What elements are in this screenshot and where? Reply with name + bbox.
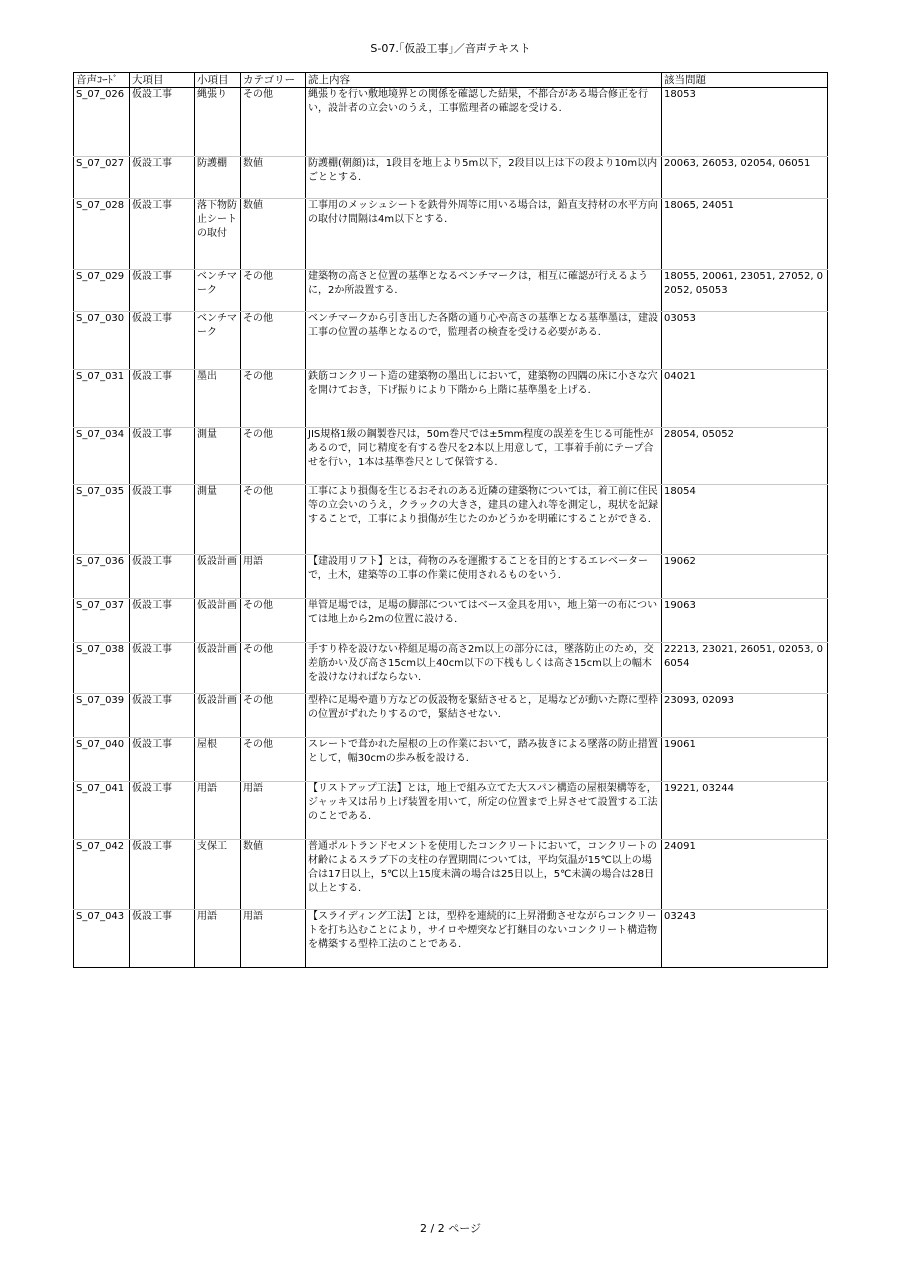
category: その他 [241, 312, 306, 370]
related-questions: 28054, 05052 [662, 428, 828, 485]
minor-item: 落下物防止シートの取付 [195, 199, 241, 270]
category: その他 [241, 643, 306, 694]
category: 数値 [241, 199, 306, 270]
major-item: 仮設工事 [130, 370, 195, 428]
category: その他 [241, 88, 306, 157]
voice-code: S_07_034 [74, 428, 130, 485]
header-voice-code: 音声ｺｰﾄﾞ [74, 73, 130, 88]
table-row [74, 370, 828, 428]
table-header-row [74, 73, 828, 88]
table-row [74, 428, 828, 485]
category: その他 [241, 599, 306, 643]
major-item: 仮設工事 [130, 199, 195, 270]
read-content: 縄張りを行い敷地境界との関係を確認した結果，不都合がある場合修正を行い，設計者の立会いのうえ，工事監理者の確認を受ける． [306, 88, 662, 157]
related-questions: 04021 [662, 370, 828, 428]
page-title: S-07.｢仮設工事｣／音声テキスト [370, 42, 531, 55]
major-item: 仮設工事 [130, 428, 195, 485]
read-content: 【建設用リフト】とは，荷物のみを運搬することを目的とするエレベーターで，土木，建築等の工事の作業に使用されるものをいう． [306, 555, 662, 599]
read-content: 鉄筋コンクリート造の建築物の墨出しにおいて，建築物の四隅の床に小さな穴を開けておき，下げ振りにより下階から上階に基準墨を上げる． [306, 370, 662, 428]
table-row [74, 643, 828, 694]
major-item: 仮設工事 [130, 270, 195, 312]
voice-code: S_07_037 [74, 599, 130, 643]
major-item: 仮設工事 [130, 694, 195, 738]
table-row [74, 555, 828, 599]
voice-code: S_07_035 [74, 485, 130, 555]
major-item: 仮設工事 [130, 599, 195, 643]
voice-code: S_07_027 [74, 157, 130, 199]
read-content: 単管足場では，足場の脚部についてはベース金具を用い，地上第一の布については地上から2mの位置に設ける． [306, 599, 662, 643]
header-minor-item: 小項目 [195, 73, 241, 88]
voice-code: S_07_029 [74, 270, 130, 312]
voice-code: S_07_043 [74, 910, 130, 968]
major-item: 仮設工事 [130, 485, 195, 555]
voice-code: S_07_039 [74, 694, 130, 738]
voice-code: S_07_028 [74, 199, 130, 270]
category: 用語 [241, 910, 306, 968]
header-major-item: 大項目 [130, 73, 195, 88]
category: その他 [241, 370, 306, 428]
related-questions: 20063, 26053, 02054, 06051 [662, 157, 828, 199]
voice-code: S_07_041 [74, 782, 130, 840]
voice-code: S_07_031 [74, 370, 130, 428]
read-content: 普通ポルトランドセメントを使用したコンクリートにおいて，コンクリートの材齢によるスラブ下の支柱の存置期間については，平均気温が15℃以上の場合は17日以上，5℃以上15度未満の場合は25日以上，5℃未満の場合は28日以上とする． [306, 840, 662, 910]
category: その他 [241, 694, 306, 738]
major-item: 仮設工事 [130, 157, 195, 199]
minor-item: ベンチマーク [195, 270, 241, 312]
table-row [74, 738, 828, 782]
table-row [74, 270, 828, 312]
table-row [74, 782, 828, 840]
related-questions: 03053 [662, 312, 828, 370]
voice-code: S_07_026 [74, 88, 130, 157]
minor-item: 用語 [195, 782, 241, 840]
category: 数値 [241, 157, 306, 199]
related-questions: 23093, 02093 [662, 694, 828, 738]
major-item: 仮設工事 [130, 910, 195, 968]
voice-code: S_07_038 [74, 643, 130, 694]
table-row [74, 312, 828, 370]
read-content: 【リストアップ工法】とは，地上で組み立てた大スパン構造の屋根架構等を，ジャッキ又は吊り上げ装置を用いて，所定の位置まで上昇させて設置する工法のことである． [306, 782, 662, 840]
related-questions: 19063 [662, 599, 828, 643]
read-content: スレートで葺かれた屋根の上の作業において，踏み抜きによる墜落の防止措置として，幅30cmの歩み板を設ける． [306, 738, 662, 782]
related-questions: 03243 [662, 910, 828, 968]
minor-item: 仮設計画 [195, 555, 241, 599]
read-content: JIS規格1級の鋼製巻尺は，50m巻尺では±5mm程度の誤差を生じる可能性があるので，同じ精度を有する巻尺を2本以上用意して，工事着手前にテープ合せを行い，1本は基準巻尺として保管する． [306, 428, 662, 485]
minor-item: 用語 [195, 910, 241, 968]
category: その他 [241, 428, 306, 485]
read-content: 手すり枠を設けない枠組足場の高さ2m以上の部分には，墜落防止のため，交差筋かい及び高さ15cm以上40cm以下の下桟もしくは高さ15cm以上の幅木を設けなければならない． [306, 643, 662, 694]
minor-item: 屋根 [195, 738, 241, 782]
related-questions: 24091 [662, 840, 828, 910]
table-row [74, 840, 828, 910]
minor-item: 縄張り [195, 88, 241, 157]
table-row [74, 910, 828, 968]
voice-code: S_07_042 [74, 840, 130, 910]
table-row [74, 88, 828, 157]
category: 数値 [241, 840, 306, 910]
minor-item: 仮設計画 [195, 643, 241, 694]
page-number: 2 / 2 ページ [420, 1222, 481, 1235]
table-row [74, 157, 828, 199]
related-questions: 18065, 24051 [662, 199, 828, 270]
read-content: 建築物の高さと位置の基準となるベンチマークは，相互に確認が行えるように，2か所設置する． [306, 270, 662, 312]
minor-item: 測量 [195, 428, 241, 485]
major-item: 仮設工事 [130, 738, 195, 782]
major-item: 仮設工事 [130, 840, 195, 910]
minor-item: ベンチマーク [195, 312, 241, 370]
table-row [74, 485, 828, 555]
related-questions: 19221, 03244 [662, 782, 828, 840]
related-questions: 18053 [662, 88, 828, 157]
category: 用語 [241, 555, 306, 599]
major-item: 仮設工事 [130, 555, 195, 599]
major-item: 仮設工事 [130, 643, 195, 694]
voice-code: S_07_036 [74, 555, 130, 599]
header-related-questions: 該当問題 [662, 73, 828, 88]
related-questions: 19062 [662, 555, 828, 599]
minor-item: 支保工 [195, 840, 241, 910]
read-content: 【スライディング工法】とは，型枠を連続的に上昇滑動させながらコンクリートを打ち込むことにより，サイロや煙突など打継目のないコンクリート構造物を構築する型枠工法のことである． [306, 910, 662, 968]
read-content: 工事用のメッシュシートを鉄骨外周等に用いる場合は，鉛直支持材の水平方向の取付け間隔は4m以下とする． [306, 199, 662, 270]
voice-text-table [73, 72, 828, 968]
voice-code: S_07_040 [74, 738, 130, 782]
header-read-content: 読上内容 [306, 73, 662, 88]
related-questions: 22213, 23021, 26051, 02053, 06054 [662, 643, 828, 694]
major-item: 仮設工事 [130, 88, 195, 157]
read-content: 型枠に足場や遣り方などの仮設物を緊結させると，足場などが動いた際に型枠の位置がずれたりするので，緊結させない． [306, 694, 662, 738]
voice-code: S_07_030 [74, 312, 130, 370]
major-item: 仮設工事 [130, 312, 195, 370]
category: その他 [241, 485, 306, 555]
read-content: 防護棚(朝顔)は，1段目を地上より5m以下，2段目以上は下の段より10m以内ごととする． [306, 157, 662, 199]
table-row [74, 694, 828, 738]
read-content: ベンチマークから引き出した各階の通り心や高さの基準となる基準墨は，建設工事の位置の基準となるので，監理者の検査を受ける必要がある． [306, 312, 662, 370]
minor-item: 墨出 [195, 370, 241, 428]
read-content: 工事により損傷を生じるおそれのある近隣の建築物については，着工前に住民等の立会いのうえ，クラックの大きさ，建具の建入れ等を測定し，現状を記録することで，工事により損傷が生じたのかどうかを明確にすることができる． [306, 485, 662, 555]
related-questions: 18055, 20061, 23051, 27052, 02052, 05053 [662, 270, 828, 312]
minor-item: 仮設計画 [195, 599, 241, 643]
table-row [74, 199, 828, 270]
header-category: カテゴリー [241, 73, 306, 88]
minor-item: 仮設計画 [195, 694, 241, 738]
category: その他 [241, 270, 306, 312]
category: 用語 [241, 782, 306, 840]
minor-item: 防護棚 [195, 157, 241, 199]
major-item: 仮設工事 [130, 782, 195, 840]
category: その他 [241, 738, 306, 782]
related-questions: 19061 [662, 738, 828, 782]
minor-item: 測量 [195, 485, 241, 555]
related-questions: 18054 [662, 485, 828, 555]
table-row [74, 599, 828, 643]
